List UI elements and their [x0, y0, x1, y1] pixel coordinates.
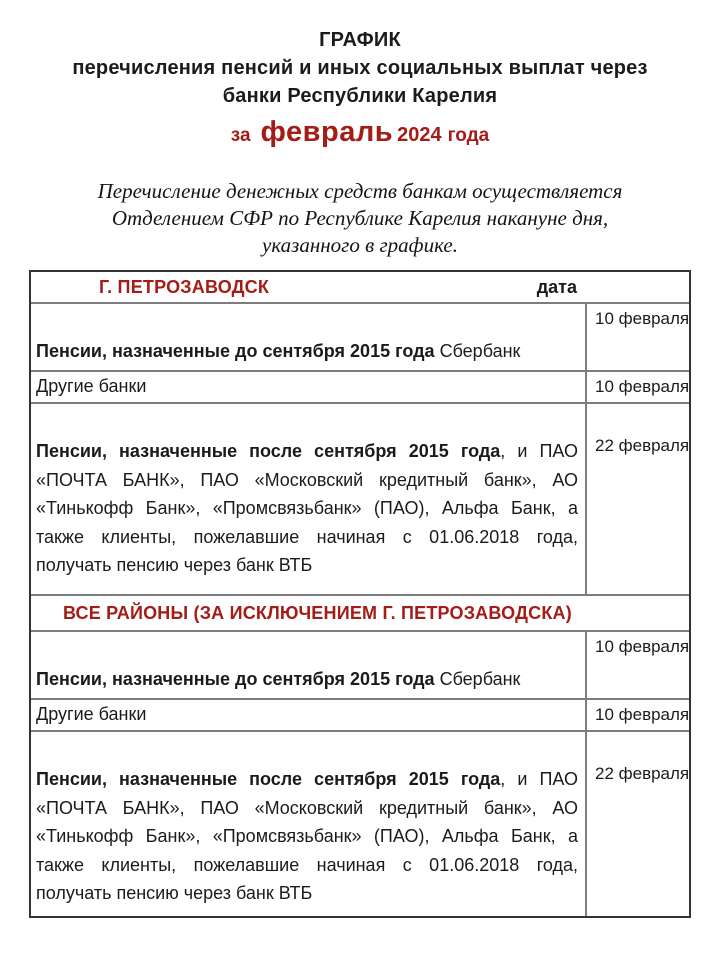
- document-title: [0, 26, 720, 110]
- description-bold: Пенсии, назначенные после сентября 2015 года: [36, 441, 501, 461]
- period-suffix: года: [447, 125, 490, 146]
- table-row: [31, 698, 689, 730]
- row-description: [31, 304, 585, 370]
- table-row: [31, 730, 689, 916]
- description-rest: Сбербанк: [434, 341, 521, 361]
- payment-date: 22 февраля: [585, 732, 689, 916]
- description-rest: Другие банки: [36, 704, 147, 724]
- document-header: [0, 0, 720, 259]
- table-row: [31, 370, 689, 402]
- description-rest: , и ПАО «ПОЧТА БАНК», ПАО «Московский кредитный банк», АО «Тинькофф Банк», «Промсвязьбанк» (ПАО), Альфа Банк, а также клиенты, пожелавшие начиная с 01.06.2018 года, получать пенсию через банк ВТБ: [36, 441, 579, 575]
- note-line-2: Отделением СФР по Республике Карелия накануне дня,: [111, 206, 609, 230]
- period-month: февраль: [260, 116, 394, 148]
- description-rest: Другие банки: [36, 376, 147, 396]
- row-description: [31, 404, 585, 594]
- period-subtitle: [0, 115, 720, 154]
- period-year: 2024: [397, 124, 442, 146]
- transfer-note: [0, 178, 720, 259]
- row-description: [31, 632, 585, 698]
- row-description: [31, 700, 585, 730]
- description-bold: Пенсии, назначенные после сентября 2015 года: [36, 769, 501, 789]
- section-header-petrozavodsk: [31, 272, 689, 302]
- table-row: [31, 402, 689, 594]
- section-title: Г. ПЕТРОЗАВОДСК: [99, 276, 270, 297]
- table-row: [31, 302, 689, 370]
- section-title: ВСЕ РАЙОНЫ (ЗА ИСКЛЮЧЕНИЕМ Г. ПЕТРОЗАВОДСКА): [63, 602, 572, 623]
- row-description: [31, 372, 585, 402]
- description-rest: Сбербанк: [434, 669, 521, 689]
- payment-date: 10 февраля: [585, 632, 689, 698]
- title-line-3: банки Республики Карелия: [222, 85, 498, 107]
- table-row: [31, 630, 689, 698]
- note-line-3: указанного в графике.: [262, 233, 458, 257]
- note-line-1: Перечисление денежных средств банкам осуществляется: [97, 179, 623, 203]
- payment-date: 10 февраля: [585, 700, 689, 730]
- description-bold: Пенсии, назначенные до сентября 2015 года: [36, 341, 435, 361]
- payment-date: 10 февраля: [585, 304, 689, 370]
- section-header-all-districts: [31, 594, 689, 630]
- payment-date: 10 февраля: [585, 372, 689, 402]
- date-column-header: дата: [536, 276, 577, 297]
- description-bold: Пенсии, назначенные до сентября 2015 года: [36, 669, 435, 689]
- row-description: [31, 732, 585, 916]
- title-line-1: ГРАФИК: [319, 29, 401, 51]
- description-rest: , и ПАО «ПОЧТА БАНК», ПАО «Московский кредитный банк», АО «Тинькофф Банк», «Промсвязьбанк» (ПАО), Альфа Банк, а также клиенты, пожелавшие начиная с 01.06.2018 года, получать пенсию через банк ВТБ: [36, 769, 579, 903]
- title-line-2: перечисления пенсий и иных социальных выплат через: [72, 57, 648, 79]
- period-prefix: за: [230, 125, 251, 146]
- payment-date: 22 февраля: [585, 404, 689, 594]
- payment-schedule-table: [29, 270, 691, 918]
